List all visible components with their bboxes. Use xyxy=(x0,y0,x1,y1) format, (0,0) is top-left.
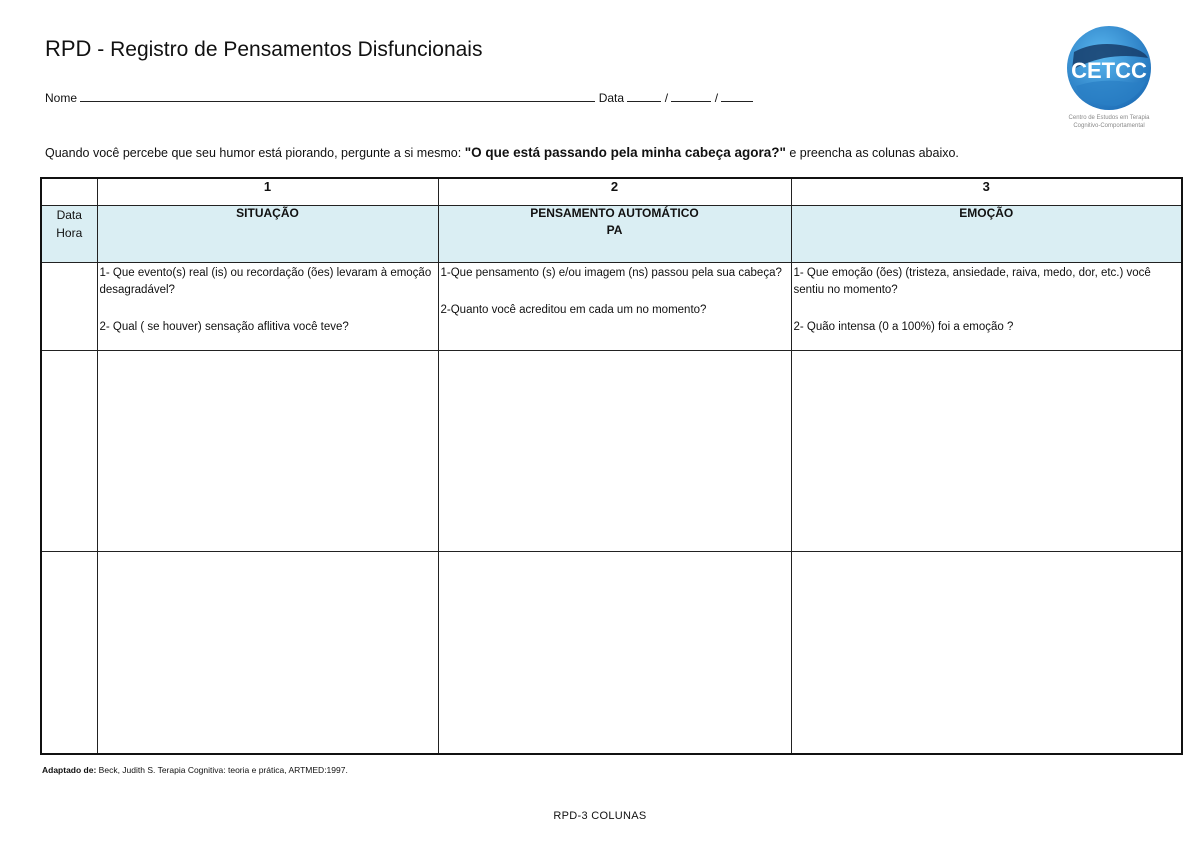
header-situacao xyxy=(97,206,438,263)
date-cell[interactable] xyxy=(41,263,97,350)
instructions-after: e preencha as colunas abaixo. xyxy=(785,146,959,160)
pensamento-questions xyxy=(438,263,791,350)
header-label: SITUAÇÃO xyxy=(236,206,299,221)
question-2: 2-Quanto você acreditou em cada um no momento? xyxy=(440,304,707,317)
question-1: 1-Que pensamento (s) e/ou imagem (ns) passou pela sua cabeça? xyxy=(440,267,782,280)
date-year-field[interactable] xyxy=(721,91,753,102)
name-label: Nome xyxy=(45,91,78,105)
column-number-row xyxy=(41,178,1182,206)
credit-text: Beck, Judith S. Terapia Cognitiva: teoria e prática, ARTMED:1997. xyxy=(96,765,348,775)
emocao-entry-cell[interactable] xyxy=(791,552,1182,754)
column-number: 1 xyxy=(97,178,438,206)
pensamento-entry-cell[interactable] xyxy=(438,350,791,552)
name-date-line xyxy=(45,91,753,105)
column-number: 3 xyxy=(791,178,1182,206)
situacao-entry-cell[interactable] xyxy=(97,552,438,754)
date-time-header xyxy=(41,206,97,263)
footer: RPD-3 COLUNAS xyxy=(553,810,647,822)
credit-label: Adaptado de: xyxy=(42,765,97,775)
question-1: 1- Que evento(s) real (is) ou recordação (ões) levaram à emoção desagradável? xyxy=(99,267,432,297)
question-2: 2- Quão intensa (0 a 100%) foi a emoção ? xyxy=(793,321,1014,334)
credit-line xyxy=(42,765,348,775)
date-header-label: Data xyxy=(56,208,82,223)
header-label: PENSAMENTO AUTOMÁTICO xyxy=(530,206,699,221)
header-emocao xyxy=(791,206,1182,263)
question-2: 2- Qual ( se houver) sensação aflitiva você teve? xyxy=(99,321,349,334)
emocao-entry-cell[interactable] xyxy=(791,350,1182,552)
question-1: 1- Que emoção (ões) (tristeza, ansiedade, raiva, medo, dor, etc.) você sentiu no momento? xyxy=(793,267,1151,297)
header-row xyxy=(41,206,1182,263)
instructions-before: Quando você percebe que seu humor está piorando, pergunte a si mesmo: xyxy=(45,146,465,160)
logo-caption-2: Cognitivo-Comportamental xyxy=(1073,123,1145,129)
questions-row xyxy=(41,263,1182,350)
date-month-field[interactable] xyxy=(671,91,711,102)
date-label: Data xyxy=(598,91,625,105)
column-number: 2 xyxy=(438,178,791,206)
instructions xyxy=(45,145,959,160)
page-title xyxy=(45,36,482,62)
logo-globe-icon xyxy=(1056,18,1162,122)
header-pensamento xyxy=(438,206,791,263)
emocao-questions xyxy=(791,263,1182,350)
title-text: - Registro de Pensamentos Disfuncionais xyxy=(91,38,483,61)
rpd-table xyxy=(40,177,1183,755)
corner-cell xyxy=(41,178,97,206)
entry-row xyxy=(41,350,1182,552)
date-entry-cell[interactable] xyxy=(41,350,97,552)
title-abbr: RPD xyxy=(45,36,92,61)
header-label: EMOÇÃO xyxy=(959,206,1014,221)
header-sublabel: PA xyxy=(606,223,623,238)
logo-text: CETCC xyxy=(1071,58,1147,83)
date-separator: / xyxy=(664,91,669,105)
date-separator: / xyxy=(714,91,719,105)
pensamento-entry-cell[interactable] xyxy=(438,552,791,754)
cetcc-logo xyxy=(1056,18,1162,148)
date-day-field[interactable] xyxy=(627,91,661,102)
time-header-label: Hora xyxy=(56,226,83,241)
instructions-question: "O que está passando pela minha cabeça agora?" xyxy=(464,145,786,160)
situacao-entry-cell[interactable] xyxy=(97,350,438,552)
situacao-questions xyxy=(97,263,438,350)
name-field[interactable] xyxy=(80,91,595,102)
entry-row xyxy=(41,552,1182,754)
logo-caption-1: Centro de Estudos em Terapia xyxy=(1068,115,1150,121)
date-entry-cell[interactable] xyxy=(41,552,97,754)
